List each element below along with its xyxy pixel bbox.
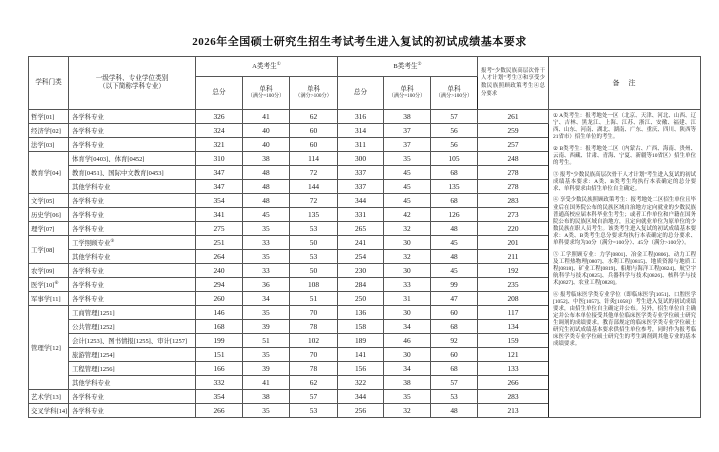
score-a-single100: 35	[243, 404, 290, 418]
score-a-singlegt100: 60	[290, 124, 338, 138]
score-a-single100: 35	[243, 222, 290, 236]
score-b-total: 344	[338, 390, 384, 404]
header-discipline-line2: （以下简称学科专业）	[99, 83, 165, 90]
discipline-cell: 各学科专业	[69, 222, 196, 236]
header-row-groups	[29, 57, 701, 77]
score-b-singlegt100: 48	[431, 250, 478, 264]
score-b-single100: 32	[384, 404, 431, 418]
score-b-total: 241	[338, 236, 384, 250]
score-b-single100: 31	[384, 292, 431, 306]
score-a-singlegt100: 70	[290, 306, 338, 320]
discipline-cell: 旅游管理[1254]	[69, 348, 196, 362]
score-minority-total: 213	[478, 404, 549, 418]
score-a-single100: 39	[243, 362, 290, 376]
discipline-cell: 各学科专业	[69, 194, 196, 208]
table-row	[29, 110, 701, 124]
score-a-total: 310	[196, 152, 243, 166]
header-minority: 报考“少数民族高层次骨干人才计划”考生③和享受少数民族照顾政策考生④总分要求	[478, 57, 549, 110]
score-b-singlegt100: 47	[431, 292, 478, 306]
score-a-singlegt100: 51	[290, 292, 338, 306]
discipline-cell: 体育学[0403]、体育[0452]	[69, 152, 196, 166]
score-table-body	[29, 110, 701, 418]
score-a-total: 264	[196, 250, 243, 264]
score-b-single100: 46	[384, 334, 431, 348]
score-a-total: 168	[196, 320, 243, 334]
discipline-cell: 工商管理[1251]	[69, 306, 196, 320]
score-b-single100: 37	[384, 124, 431, 138]
score-b-singlegt100: 57	[431, 110, 478, 124]
score-b-total: 316	[338, 110, 384, 124]
discipline-cell: 各学科专业	[69, 208, 196, 222]
score-minority-total: 283	[478, 390, 549, 404]
score-b-single100: 35	[384, 152, 431, 166]
single-label: 单科	[447, 85, 461, 93]
score-a-single100: 35	[243, 250, 290, 264]
single-100-label: （满分=100分）	[247, 93, 285, 100]
category-cell: 艺术学[13]	[29, 390, 69, 404]
score-a-total: 324	[196, 124, 243, 138]
score-a-single100: 48	[243, 194, 290, 208]
score-minority-total: 283	[478, 194, 549, 208]
score-minority-total: 134	[478, 320, 549, 334]
single-label: 单科	[400, 85, 414, 93]
header-b-total: 总分	[338, 77, 384, 110]
score-a-total: 199	[196, 334, 243, 348]
score-b-total: 300	[338, 152, 384, 166]
score-b-single100: 34	[384, 362, 431, 376]
score-a-singlegt100: 72	[290, 194, 338, 208]
score-a-singlegt100: 53	[290, 404, 338, 418]
score-b-total: 254	[338, 250, 384, 264]
score-a-single100: 41	[243, 376, 290, 390]
discipline-cell: 各学科专业	[69, 404, 196, 418]
score-b-single100: 45	[384, 166, 431, 180]
header-remark: 备 注	[549, 57, 701, 110]
score-a-singlegt100: 144	[290, 180, 338, 194]
category-cell: 工学[08]	[29, 236, 69, 264]
score-b-singlegt100: 135	[431, 180, 478, 194]
score-minority-total: 261	[478, 110, 549, 124]
footnote-mark: ⑤	[110, 237, 115, 243]
discipline-cell: 工程管理[1256]	[69, 362, 196, 376]
score-a-total: 326	[196, 110, 243, 124]
score-minority-total: 211	[478, 250, 549, 264]
score-a-singlegt100: 50	[290, 236, 338, 250]
score-minority-total: 201	[478, 236, 549, 250]
score-a-total: 275	[196, 222, 243, 236]
category-cell: 教育学[04]	[29, 152, 69, 194]
score-a-singlegt100: 72	[290, 166, 338, 180]
score-minority-total: 235	[478, 278, 549, 292]
category-cell: 军事学[11]	[29, 292, 69, 306]
score-a-total: 354	[196, 390, 243, 404]
discipline-cell: 各学科专业	[69, 124, 196, 138]
score-a-single100: 35	[243, 348, 290, 362]
score-b-single100: 45	[384, 180, 431, 194]
score-b-single100: 30	[384, 264, 431, 278]
score-b-single100: 33	[384, 278, 431, 292]
page-title: 2026年全国硕士研究生招生考试考生进入复试的初试成绩基本要求	[192, 36, 527, 48]
score-a-singlegt100: 114	[290, 152, 338, 166]
category-cell: 经济学[02]	[29, 124, 69, 138]
remark-note: ③ 报考“少数民族高层次骨干人才计划”考生进入复试的初试成绩基本要求：A类、B类考生均执行本表确定的总分要求、单科要求由招生单位自主确定。	[553, 171, 697, 192]
score-b-singlegt100: 45	[431, 236, 478, 250]
score-minority-total: 208	[478, 292, 549, 306]
category-cell: 农学[09]	[29, 264, 69, 278]
score-a-total: 347	[196, 180, 243, 194]
score-a-single100: 48	[243, 180, 290, 194]
discipline-cell: 各学科专业	[69, 292, 196, 306]
score-minority-total: 159	[478, 334, 549, 348]
discipline-cell: 公共管理[1252]	[69, 320, 196, 334]
single-100-label: （满分=100分）	[388, 93, 426, 100]
score-minority-total: 248	[478, 152, 549, 166]
score-b-single100: 42	[384, 208, 431, 222]
discipline-cell: 各学科专业	[69, 264, 196, 278]
score-b-singlegt100: 56	[431, 138, 478, 152]
header-a-singlegt100	[290, 77, 338, 110]
score-b-singlegt100: 68	[431, 362, 478, 376]
score-a-single100: 45	[243, 208, 290, 222]
discipline-cell: 教育[0451]、国际中文教育[0453]	[69, 166, 196, 180]
header-b-single100	[384, 77, 431, 110]
score-a-single100: 40	[243, 138, 290, 152]
score-a-singlegt100: 70	[290, 348, 338, 362]
single-gt100-label: （满分>100分）	[295, 93, 332, 100]
score-b-total: 344	[338, 194, 384, 208]
score-a-single100: 33	[243, 264, 290, 278]
score-b-singlegt100: 45	[431, 264, 478, 278]
single-label: 单科	[306, 85, 321, 93]
score-b-total: 337	[338, 166, 384, 180]
score-a-singlegt100: 57	[290, 390, 338, 404]
score-a-total: 166	[196, 362, 243, 376]
discipline-cell: 各学科专业	[69, 278, 196, 292]
remark-note: ⑤ 工学照顾专业：力学[0801]、冶金工程[0806]、动力工程及工程热物理[0807]、水利工程[0815]、地质资源与地质工程[0818]、矿业工程[0819]、船舶与海洋工程[0824]、航空宇航科学与技术[0825]、兵器科学与技术[0826]、核科学与技术[0827]、农业工程[0828]。	[553, 251, 697, 286]
score-minority-total: 133	[478, 362, 549, 376]
score-a-singlegt100: 108	[290, 278, 338, 292]
score-b-singlegt100: 60	[431, 306, 478, 320]
score-a-singlegt100: 135	[290, 208, 338, 222]
group-b-label: B类考生	[393, 62, 418, 70]
score-b-single100: 38	[384, 376, 431, 390]
score-a-single100: 39	[243, 320, 290, 334]
remark-note: ① A类考生：报考地处一区（北京、天津、河北、山西、辽宁、吉林、黑龙江、上海、江苏、浙江、安徽、福建、江西、山东、河南、湖北、湖南、广东、重庆、四川、陕西等21省市）招生单位的考生。	[553, 113, 697, 141]
discipline-cell: 其他学科专业	[69, 180, 196, 194]
score-b-singlegt100: 92	[431, 334, 478, 348]
score-b-single100: 30	[384, 348, 431, 362]
remark-note: ② B类考生：报考地处二区（内蒙古、广西、海南、贵州、云南、西藏、甘肃、青海、宁夏、新疆等10省区）招生单位的考生。	[553, 145, 697, 167]
score-a-total: 321	[196, 138, 243, 152]
score-a-single100: 36	[243, 278, 290, 292]
score-a-total: 341	[196, 208, 243, 222]
score-a-total: 251	[196, 236, 243, 250]
score-a-single100: 40	[243, 124, 290, 138]
discipline-cell: 其他学科专业	[69, 376, 196, 390]
single-label: 单科	[259, 85, 273, 93]
discipline-cell: 各学科专业	[69, 110, 196, 124]
score-b-total: 141	[338, 348, 384, 362]
score-b-single100: 32	[384, 222, 431, 236]
score-b-singlegt100: 99	[431, 278, 478, 292]
score-b-singlegt100: 48	[431, 404, 478, 418]
score-minority-total: 192	[478, 264, 549, 278]
score-b-singlegt100: 53	[431, 390, 478, 404]
score-a-singlegt100: 62	[290, 110, 338, 124]
score-a-single100: 35	[243, 306, 290, 320]
category-cell: 管理学[12]	[29, 306, 69, 390]
header-discipline-line1: 一级学科、专业学位类别	[95, 75, 169, 83]
score-a-single100: 38	[243, 152, 290, 166]
score-b-single100: 45	[384, 194, 431, 208]
remark-note: ④ 享受少数民族照顾政策考生：报考地处二区招生单位且毕业后在国务院公布的民族区域自治地方定向就业的少数民族普通高校应届本科毕业生考生；或者工作单位和户籍在国务院公布的民族区域自治地方，且定向就业单位为原单位的少数民族在职人员考生。该类考生进入复试的初试成绩基本要求：A类、B类考生总分要求均执行本表确定的总分要求、单科要求均为30分（满分=100分）、45分（满分>100分）。	[553, 197, 697, 246]
score-a-singlegt100: 53	[290, 250, 338, 264]
remark-note: ⑥ 报考临床医学类专业学位（即临床医学[1051]、口腔医学[1052]、中医[1057]、针灸[1058]）考生进入复试的初试成绩要求，由招生单位自主确定并公布。另外，招生单位自主确定并公布本单位接受其他单位临床医学类专业学位硕士研究生调剂的成绩要求。教育部规定的临床医学类专业学位硕士研究生初试成绩基本要求供招生单位参考，同时作为报考临床医学类专业学位硕士研究生的考生调剂到其他专业的基本成绩要求。	[553, 291, 697, 348]
remark-notes-cell	[549, 110, 701, 418]
group-a-footnote-mark: ①	[276, 60, 281, 66]
score-a-singlegt100: 50	[290, 264, 338, 278]
discipline-cell: 工学照顾专业⑤	[69, 236, 196, 250]
score-b-total: 311	[338, 138, 384, 152]
score-a-single100: 41	[243, 110, 290, 124]
group-a-label: A类考生	[252, 62, 277, 70]
score-minority-total: 278	[478, 166, 549, 180]
score-a-single100: 33	[243, 236, 290, 250]
score-b-singlegt100: 57	[431, 376, 478, 390]
score-minority-total: 259	[478, 124, 549, 138]
category-cell: 哲学[01]	[29, 110, 69, 124]
score-b-total: 331	[338, 208, 384, 222]
score-b-total: 156	[338, 362, 384, 376]
score-b-total: 284	[338, 278, 384, 292]
score-minority-total: 220	[478, 222, 549, 236]
discipline-cell: 各学科专业	[69, 390, 196, 404]
score-a-total: 240	[196, 264, 243, 278]
score-a-singlegt100: 78	[290, 362, 338, 376]
score-b-single100: 30	[384, 236, 431, 250]
score-b-singlegt100: 56	[431, 124, 478, 138]
header-a-total: 总分	[196, 77, 243, 110]
score-a-total: 146	[196, 306, 243, 320]
score-minority-total: 117	[478, 306, 549, 320]
score-b-single100: 35	[384, 390, 431, 404]
score-a-singlegt100: 53	[290, 222, 338, 236]
score-table	[28, 56, 701, 418]
discipline-cell: 会计[1253]、图书情报[1255]、审计[1257]	[69, 334, 196, 348]
score-b-total: 250	[338, 292, 384, 306]
category-cell: 交叉学科[14]	[29, 404, 69, 418]
score-b-total: 322	[338, 376, 384, 390]
score-b-single100: 32	[384, 250, 431, 264]
score-b-total: 314	[338, 124, 384, 138]
single-gt100-label: （满分>100分）	[435, 93, 473, 100]
score-a-total: 266	[196, 404, 243, 418]
score-a-single100: 38	[243, 390, 290, 404]
score-b-singlegt100: 60	[431, 348, 478, 362]
score-minority-total: 266	[478, 376, 549, 390]
score-b-total: 230	[338, 264, 384, 278]
score-b-singlegt100: 68	[431, 166, 478, 180]
category-cell: 理学[07]	[29, 222, 69, 236]
header-category: 学科门类	[29, 57, 69, 110]
category-cell: 医学[10]⑥	[29, 278, 69, 292]
score-a-single100: 34	[243, 292, 290, 306]
score-b-singlegt100: 105	[431, 152, 478, 166]
score-b-singlegt100: 68	[431, 194, 478, 208]
score-b-single100: 37	[384, 138, 431, 152]
score-a-singlegt100: 60	[290, 138, 338, 152]
discipline-cell: 其他学科专业	[69, 250, 196, 264]
score-a-total: 294	[196, 278, 243, 292]
score-a-singlegt100: 102	[290, 334, 338, 348]
score-a-total: 347	[196, 166, 243, 180]
header-group-a	[196, 57, 338, 77]
category-cell: 文学[05]	[29, 194, 69, 208]
header-discipline	[69, 57, 196, 110]
score-a-total: 354	[196, 194, 243, 208]
score-b-total: 136	[338, 306, 384, 320]
score-b-singlegt100: 68	[431, 320, 478, 334]
score-a-single100: 48	[243, 166, 290, 180]
score-b-total: 158	[338, 320, 384, 334]
score-minority-total: 257	[478, 138, 549, 152]
header-b-singlegt100	[431, 77, 478, 110]
score-b-single100: 30	[384, 306, 431, 320]
header-group-b	[338, 57, 478, 77]
score-a-total: 260	[196, 292, 243, 306]
score-b-total: 189	[338, 334, 384, 348]
score-b-total: 256	[338, 404, 384, 418]
score-b-total: 337	[338, 180, 384, 194]
score-b-single100: 34	[384, 320, 431, 334]
score-b-singlegt100: 126	[431, 208, 478, 222]
category-cell: 法学[03]	[29, 138, 69, 152]
score-a-single100: 51	[243, 334, 290, 348]
score-minority-total: 278	[478, 180, 549, 194]
table-header	[29, 57, 701, 110]
category-cell: 历史学[06]	[29, 208, 69, 222]
header-a-single100	[243, 77, 290, 110]
score-a-singlegt100: 62	[290, 376, 338, 390]
score-a-total: 151	[196, 348, 243, 362]
score-b-total: 265	[338, 222, 384, 236]
score-b-single100: 38	[384, 110, 431, 124]
score-minority-total: 273	[478, 208, 549, 222]
score-a-total: 332	[196, 376, 243, 390]
score-b-singlegt100: 48	[431, 222, 478, 236]
footnote-mark: ⑥	[54, 279, 59, 285]
group-b-footnote-mark: ②	[417, 60, 422, 66]
score-minority-total: 121	[478, 348, 549, 362]
discipline-cell: 各学科专业	[69, 138, 196, 152]
score-a-singlegt100: 78	[290, 320, 338, 334]
